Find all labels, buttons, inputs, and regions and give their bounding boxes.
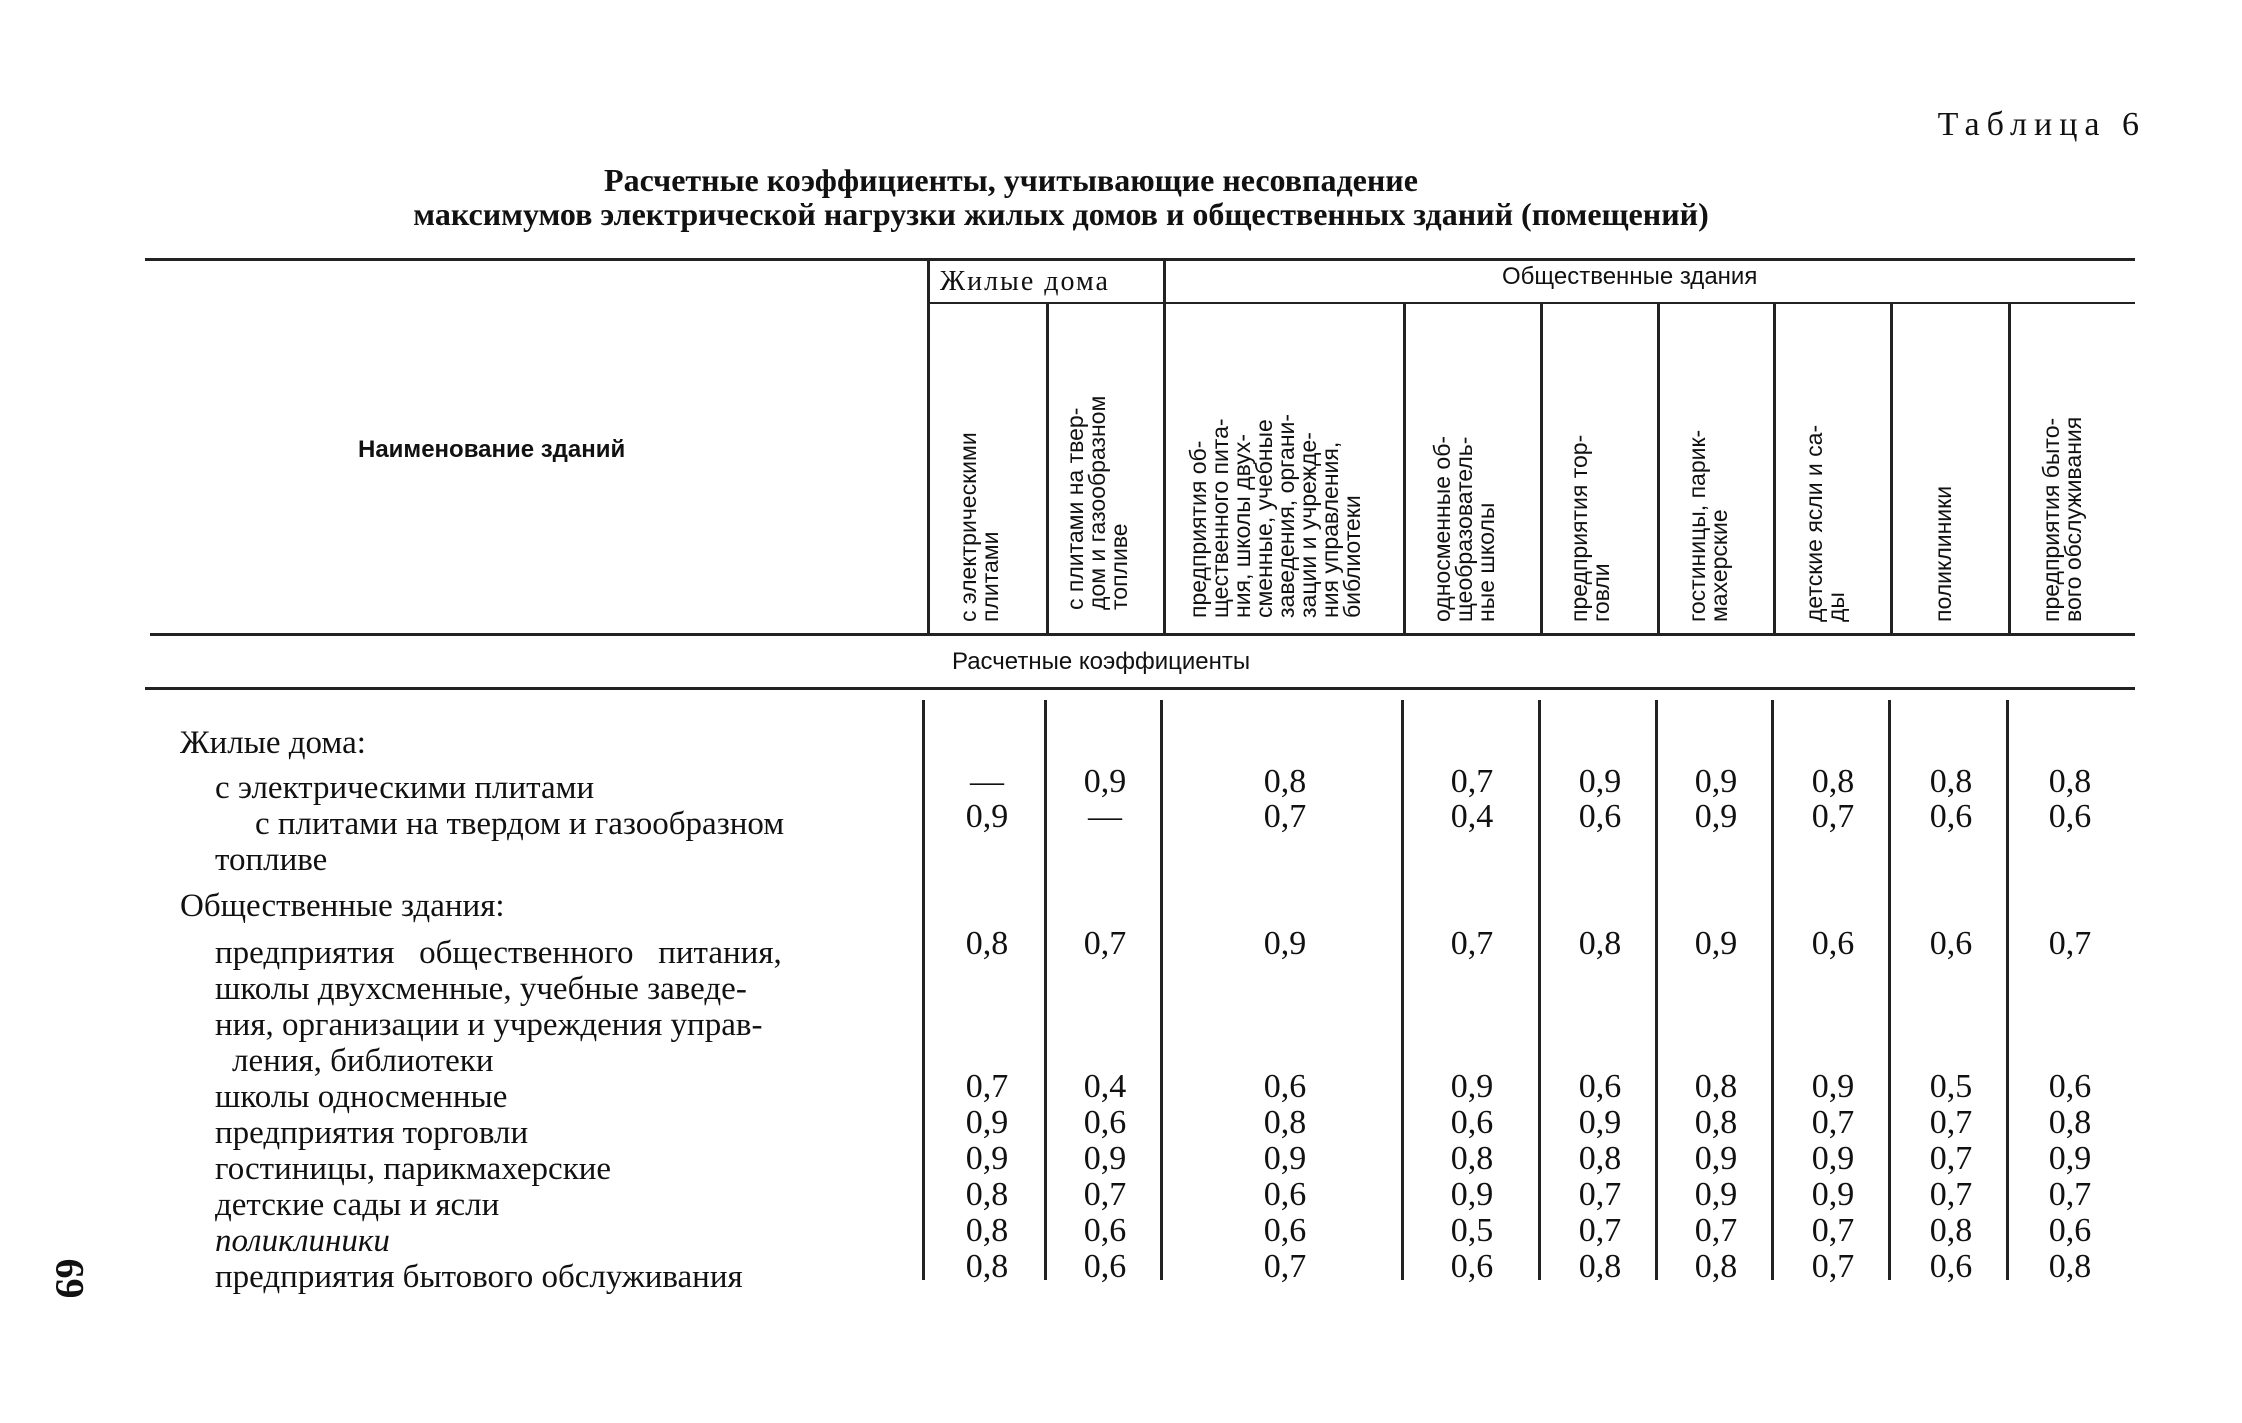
coefficient-cell: 0,7 [965, 1068, 1009, 1105]
coefficient-cell: 0,9 [965, 798, 1009, 835]
coefficient-cell: 0,9 [1694, 1140, 1738, 1177]
coefficient-cell: 0,7 [1083, 1176, 1127, 1213]
coefficient-cell: 0,7 [2048, 925, 2092, 962]
coefficient-cell: 0,9 [1083, 1140, 1127, 1177]
coefficient-cell: 0,4 [1083, 1068, 1127, 1105]
body-divider [1655, 700, 1658, 1280]
row-label: Общественные здания: [180, 888, 505, 924]
body-divider [1401, 700, 1404, 1280]
row-label: ния, организации и учреждения управ- [215, 1007, 763, 1043]
coefficient-cell: 0,8 [965, 925, 1009, 962]
coefficient-cell: 0,6 [2048, 1212, 2092, 1249]
coefficient-cell: 0,5 [1929, 1068, 1973, 1105]
coefficient-cell: 0,7 [1263, 1248, 1307, 1285]
coefficient-cell: 0,8 [1578, 1248, 1622, 1285]
coefficient-cell: 0,6 [1578, 1068, 1622, 1105]
coefficient-cell: 0,8 [965, 1176, 1009, 1213]
coefficient-cell: 0,9 [1578, 1104, 1622, 1141]
coefficient-cell: 0,6 [2048, 1068, 2092, 1105]
row-label: школы двухсменные, учебные заведе- [215, 971, 747, 1007]
page-number: 69 [47, 1258, 93, 1299]
row-label: поликлиники [215, 1223, 390, 1259]
group-header-rule [928, 302, 2135, 304]
coefficient-cell: 0,4 [1450, 798, 1494, 835]
column-header: с плитами на твер- дом и газообразном топливе [1062, 395, 1132, 610]
coefficient-cell: 0,7 [1929, 1140, 1973, 1177]
coefficient-cell: 0,7 [1578, 1176, 1622, 1213]
coefficient-cell: 0,8 [2048, 1104, 2092, 1141]
header-divider [1046, 304, 1049, 633]
header-divider [1890, 304, 1893, 633]
coefficient-cell: 0,6 [1083, 1104, 1127, 1141]
coefficient-cell: 0,6 [1450, 1104, 1494, 1141]
body-divider [1771, 700, 1774, 1280]
coefficient-cell: 0,7 [1450, 925, 1494, 962]
coefficient-cell: 0,9 [965, 1104, 1009, 1141]
column-header: предприятия быто- вого обслуживания [2038, 416, 2086, 622]
coefficient-cell: 0,8 [1929, 763, 1973, 800]
row-label: гостиницы, парикмахерские [215, 1151, 612, 1187]
group-header-residential: Жилые дома [940, 266, 1110, 297]
coefficient-cell: 0,8 [1263, 763, 1307, 800]
coefficient-cell: 0,6 [1811, 925, 1855, 962]
coefficient-cell: 0,7 [1083, 925, 1127, 962]
coefficient-cell: 0,8 [965, 1212, 1009, 1249]
coefficient-cell: 0,9 [1811, 1068, 1855, 1105]
coefficient-cell: 0,6 [1929, 798, 1973, 835]
coefficient-cell: 0,9 [1694, 798, 1738, 835]
column-header: предприятия тор- говли [1566, 434, 1614, 622]
coefficient-cell: 0,8 [1694, 1248, 1738, 1285]
coefficient-cell: 0,9 [965, 1140, 1009, 1177]
header-divider [2008, 304, 2011, 633]
table-label: Таблица 6 [1937, 106, 2146, 143]
coefficient-cell: 0,8 [1929, 1212, 1973, 1249]
body-divider [1160, 700, 1163, 1280]
coefficient-cell: 0,7 [1811, 1104, 1855, 1141]
row-label: предприятия торговли [215, 1115, 529, 1151]
body-divider [1888, 700, 1891, 1280]
coefficient-cell: 0,9 [1694, 763, 1738, 800]
coefficient-cell: 0,8 [1578, 1140, 1622, 1177]
coefficient-cell: 0,8 [1578, 925, 1622, 962]
coefficient-cell: 0,8 [965, 1248, 1009, 1285]
coefficient-cell: 0,7 [2048, 1176, 2092, 1213]
coefficient-cell: 0,9 [1694, 1176, 1738, 1213]
coefficient-cell: 0,8 [2048, 1248, 2092, 1285]
coefficient-cell: 0,8 [1811, 763, 1855, 800]
coefficient-cell: 0,7 [1811, 1212, 1855, 1249]
row-label: ления, библиотеки [232, 1043, 494, 1079]
row-label: детские сады и ясли [215, 1187, 500, 1223]
coefficient-cell: 0,8 [1694, 1068, 1738, 1105]
coefficient-cell: — [1088, 798, 1122, 835]
coefficient-cell: 0,9 [1578, 763, 1622, 800]
coefficient-cell: 0,6 [1450, 1248, 1494, 1285]
column-header: гостиницы, парик- махерские [1684, 429, 1732, 622]
row-label: предприятия бытового обслуживания [215, 1259, 743, 1295]
header-divider [1773, 304, 1776, 633]
coefficient-cell: 0,9 [1450, 1068, 1494, 1105]
coefficient-cell: 0,7 [1263, 798, 1307, 835]
coefficient-cell: 0,6 [2048, 798, 2092, 835]
row-label: школы односменные [215, 1079, 508, 1115]
table-title-line-1: Расчетные коэффициенты, учитывающие несовпадение [604, 162, 1418, 198]
coefficient-cell: 0,5 [1450, 1212, 1494, 1249]
row-label: с электрическими плитами [215, 770, 595, 806]
column-header: детские ясли и са- ды [1801, 424, 1849, 622]
name-column-header: Наименование зданий [358, 436, 626, 463]
coefficient-cell: 0,7 [1450, 763, 1494, 800]
coefficient-cell: 0,7 [1578, 1212, 1622, 1249]
coefficient-cell: 0,9 [1263, 1140, 1307, 1177]
coefficient-cell: 0,9 [1263, 925, 1307, 962]
header-divider [1657, 304, 1660, 633]
body-divider [922, 700, 925, 1280]
coefficient-cell: 0,8 [1694, 1104, 1738, 1141]
coefficient-cell: 0,6 [1263, 1212, 1307, 1249]
header-bottom-rule [150, 633, 2135, 636]
coefficient-cell: 0,7 [1811, 798, 1855, 835]
coefficient-cell: 0,9 [1811, 1140, 1855, 1177]
coefficient-cell: 0,7 [1929, 1176, 1973, 1213]
coef-bottom-rule [145, 687, 2135, 690]
coefficient-cell: 0,8 [1263, 1104, 1307, 1141]
row-label: топливе [215, 842, 328, 878]
coefficient-cell: 0,9 [1811, 1176, 1855, 1213]
group-header-public: Общественные здания [1502, 263, 1758, 290]
coefficient-cell: 0,7 [1694, 1212, 1738, 1249]
body-divider [1044, 700, 1047, 1280]
coefficient-cell: 0,8 [1450, 1140, 1494, 1177]
body-divider [1538, 700, 1541, 1280]
row-label: предприятия общественного питания, [215, 935, 782, 971]
table-top-rule [145, 258, 2135, 261]
column-header: поликлиники [1930, 485, 1956, 622]
coefficient-cell: 0,6 [1929, 925, 1973, 962]
coefficient-cell: 0,6 [1263, 1068, 1307, 1105]
coefficient-cell: — [970, 763, 1004, 800]
row-label: Жилые дома: [180, 725, 366, 761]
coefficient-cell: 0,9 [1083, 763, 1127, 800]
body-divider [2006, 700, 2009, 1280]
coefficient-cell: 0,6 [1578, 798, 1622, 835]
coefficients-header: Расчетные коэффициенты [952, 648, 1251, 675]
header-divider [1403, 304, 1406, 633]
header-divider [927, 260, 930, 633]
coefficient-cell: 0,6 [1263, 1176, 1307, 1213]
column-header: с электрическими плитами [955, 432, 1003, 622]
header-divider [1540, 304, 1543, 633]
table-title-line-2: максимумов электрической нагрузки жилых домов и общественных зданий (помещений) [413, 196, 1709, 232]
column-header: односменные об- щеобразователь- ные школы [1429, 435, 1499, 622]
coefficient-cell: 0,6 [1083, 1248, 1127, 1285]
coefficient-cell: 0,9 [2048, 1140, 2092, 1177]
row-label: с плитами на твердом и газообразном [255, 806, 785, 842]
header-divider [1163, 260, 1166, 633]
coefficient-cell: 0,7 [1929, 1104, 1973, 1141]
coefficient-cell: 0,9 [1694, 925, 1738, 962]
coefficient-cell: 0,7 [1811, 1248, 1855, 1285]
column-header: предприятия об- щественного пита- ния, школы двух- сменные, учебные заведения, органи- зации и учрежде- ния управления, библиотеки [1185, 413, 1365, 618]
coefficient-cell: 0,9 [1450, 1176, 1494, 1213]
coefficient-cell: 0,6 [1929, 1248, 1973, 1285]
coefficient-cell: 0,6 [1083, 1212, 1127, 1249]
coefficient-cell: 0,8 [2048, 763, 2092, 800]
